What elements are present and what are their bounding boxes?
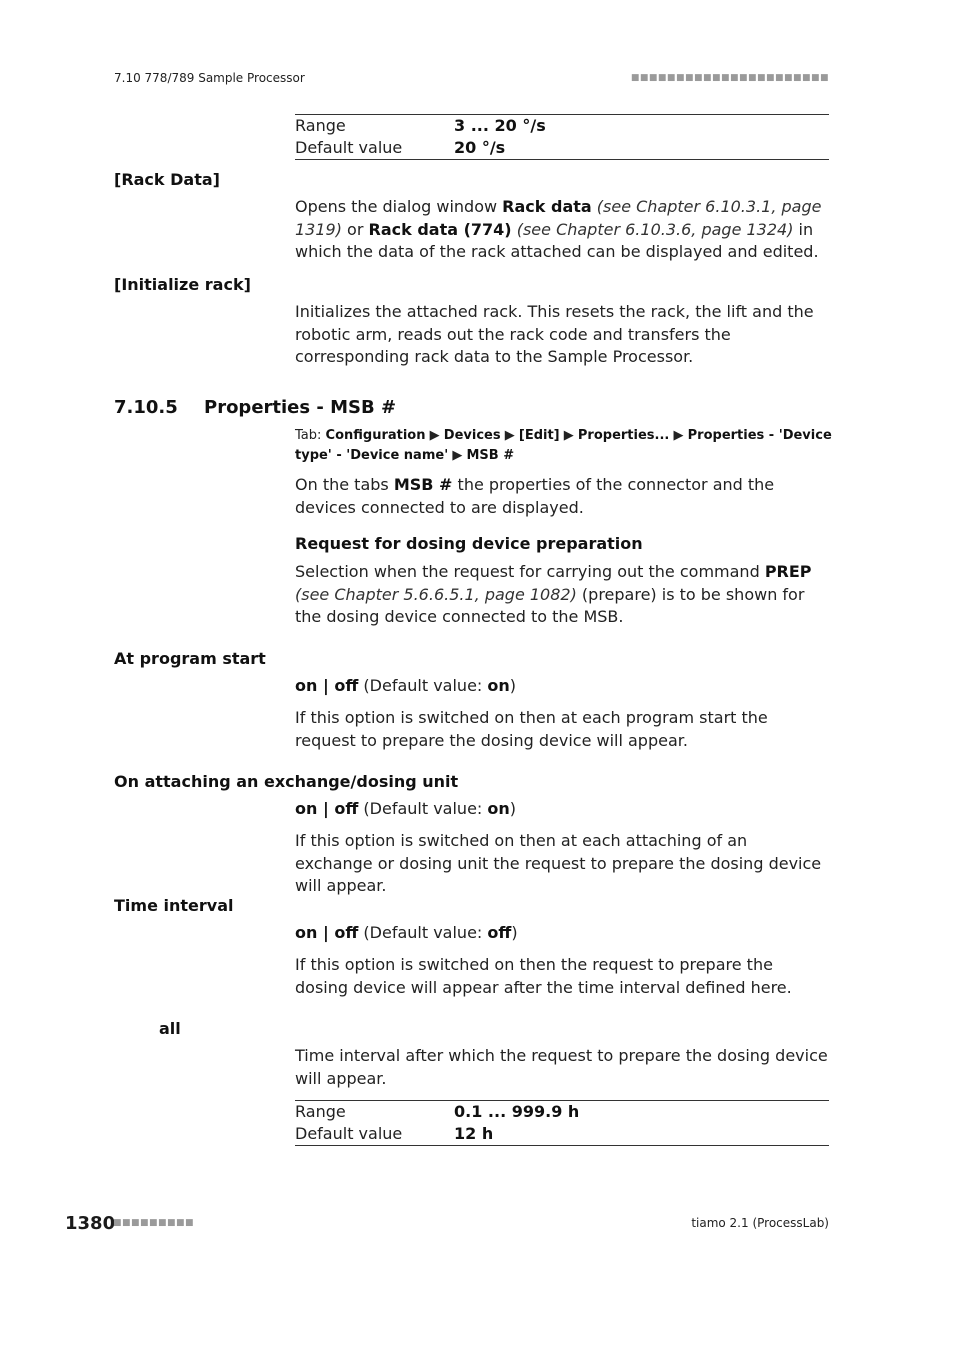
running-header: 7.10 778/789 Sample Processor — [114, 71, 305, 85]
arrow-icon: ▶ — [673, 428, 684, 443]
rack-data-term: Rack data — [502, 197, 592, 216]
range-table-interval — [295, 1100, 829, 1146]
text: (Default value: — [358, 923, 488, 942]
rack-data-label: [Rack Data] — [114, 170, 220, 189]
section-title: Properties - MSB # — [204, 397, 397, 418]
text: On the tabs — [295, 475, 394, 494]
arrow-icon: ▶ — [563, 428, 574, 443]
path-item: Properties... — [577, 428, 670, 443]
text: (Default value: — [358, 676, 488, 695]
chapter-reference: (see Chapter 5.6.6.5.1, page 1082) — [295, 584, 577, 604]
text: in which the data of the rack attached can be displayed and edited. — [295, 219, 819, 261]
request-description — [295, 561, 829, 629]
default-option: off — [487, 923, 512, 942]
tab-prefix: Tab: — [295, 428, 326, 443]
text: ) — [509, 799, 517, 818]
default-row — [295, 137, 829, 159]
path-item: MSB # — [466, 448, 515, 463]
all-label: all — [159, 1019, 181, 1038]
default-label: Default value — [295, 138, 403, 157]
text: ) — [509, 676, 517, 695]
text: ) — [511, 923, 518, 942]
default-option: on — [487, 799, 510, 818]
range-table-speed — [295, 114, 829, 160]
header-dots: ■■■■■■■■■■■■■■■■■■■■■■ — [630, 73, 829, 83]
initialize-rack-description: Initializes the attached rack. This resets the rack, the lift and the robotic arm, reads out the rack code and transfers the corresponding rack data to the Sample Processor. — [295, 302, 814, 366]
rack-data-description — [295, 196, 829, 264]
rack-data-774-term: Rack data (774) — [368, 219, 512, 239]
on-attaching-label: On attaching an exchange/dosing unit — [114, 772, 459, 791]
subsection-title: Request for dosing device preparation — [295, 534, 643, 553]
arrow-icon: ▶ — [504, 428, 515, 443]
options: on | off — [295, 799, 359, 818]
range-row — [295, 1101, 829, 1123]
option-values — [295, 798, 829, 821]
prep-term: PREP — [764, 562, 812, 581]
options: on | off — [295, 676, 359, 695]
default-value: 12 h — [454, 1124, 494, 1143]
range-label: Range — [295, 116, 346, 135]
text: or — [341, 219, 369, 239]
footer-dots: ■■■■■■■■■ — [113, 1218, 195, 1228]
range-row — [295, 115, 829, 137]
section-number: 7.10.5 — [114, 397, 178, 418]
default-label: Default value — [295, 1124, 403, 1143]
time-interval-description: If this option is switched on then the request to prepare the dosing device will appear after the time interval defined here. — [295, 955, 792, 997]
text: Selection when the request for carrying out the command — [295, 562, 765, 581]
path-item: Devices — [443, 428, 501, 443]
range-label: Range — [295, 1102, 346, 1121]
at-program-start-description: If this option is switched on then at each program start the request to prepare the dosing device will appear. — [295, 708, 768, 750]
product-name: tiamo 2.1 (ProcessLab) — [691, 1216, 829, 1230]
path-item: Properties - 'Device type' - 'Device name' — [295, 428, 832, 463]
text: (Default value: — [358, 799, 488, 818]
text: (prepare) is to be shown for the dosing device connected to the MSB. — [295, 584, 805, 626]
path-item: Configuration — [325, 428, 426, 443]
at-program-start-label: At program start — [114, 649, 266, 668]
option-values — [295, 675, 829, 698]
tab-path — [295, 426, 835, 466]
range-value: 0.1 ... 999.9 h — [454, 1102, 580, 1121]
text: the properties of the connector and the devices connected to are displayed. — [295, 475, 775, 517]
options: on | off — [295, 923, 359, 942]
msb-term: MSB # — [393, 475, 453, 494]
section-intro — [295, 474, 829, 519]
path-item: [Edit] — [518, 428, 560, 443]
all-description: Time interval after which the request to prepare the dosing device will appear. — [295, 1046, 828, 1088]
time-interval-label: Time interval — [114, 896, 234, 915]
section-heading — [114, 397, 396, 418]
chapter-reference: (see Chapter 6.10.3.1, page 1319) — [295, 197, 822, 239]
chapter-reference: (see Chapter 6.10.3.6, page 1324) — [511, 219, 794, 239]
page-number: 1380 — [65, 1213, 116, 1234]
initialize-rack-label: [Initialize rack] — [114, 275, 251, 294]
default-value: 20 °/s — [454, 138, 506, 157]
text: Opens the dialog window — [295, 197, 503, 216]
arrow-icon: ▶ — [452, 448, 463, 463]
default-row — [295, 1123, 829, 1145]
on-attaching-description: If this option is switched on then at each attaching of an exchange or dosing unit the request to prepare the dosing device will appear. — [295, 831, 822, 895]
arrow-icon: ▶ — [429, 428, 440, 443]
option-values — [295, 922, 829, 945]
default-option: on — [487, 676, 510, 695]
range-value: 3 ... 20 °/s — [454, 116, 546, 135]
